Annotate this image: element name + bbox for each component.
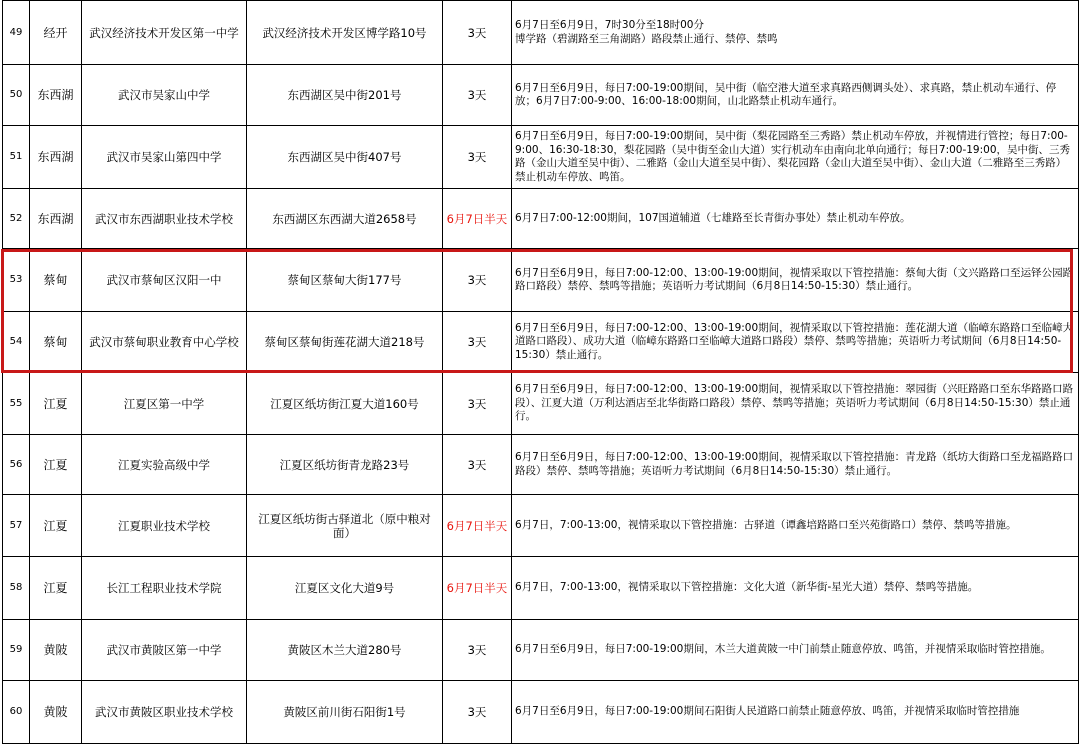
row-number: 57 xyxy=(3,495,30,557)
school-name-cell: 江夏职业技术学校 xyxy=(82,495,247,557)
row-number: 60 xyxy=(3,681,30,744)
table-row xyxy=(3,249,1079,312)
district-cell: 江夏 xyxy=(30,557,82,620)
address-cell: 蔡甸区蔡甸街莲花湖大道218号 xyxy=(247,312,443,373)
table-row xyxy=(3,495,1079,557)
row-number: 50 xyxy=(3,65,30,126)
exam-traffic-control-table xyxy=(2,0,1079,744)
address-cell: 江夏区纸坊街江夏大道160号 xyxy=(247,373,443,435)
row-number: 54 xyxy=(3,312,30,373)
school-name-cell: 武汉市吴家山中学 xyxy=(82,65,247,126)
address-cell: 东西湖区吴中街201号 xyxy=(247,65,443,126)
address-cell: 蔡甸区蔡甸大街177号 xyxy=(247,249,443,312)
school-name-cell: 武汉市黄陂区职业技术学校 xyxy=(82,681,247,744)
address-cell: 江夏区纸坊街古驿道北（原中粮对面） xyxy=(247,495,443,557)
school-name-cell: 江夏实验高级中学 xyxy=(82,435,247,495)
district-cell: 经开 xyxy=(30,1,82,65)
district-cell: 蔡甸 xyxy=(30,312,82,373)
duration-cell: 6月7日半天 xyxy=(443,495,512,557)
control-measures-cell: 6月7日至6月9日，每日7:00-12:00、13:00-19:00期间，视情采取以下管控措施：蔡甸大街（文兴路路口至运铎公园路路口路段）禁停、禁鸣等措施；英语听力考试期间（6月8日14:50-15:30）禁止通行。 xyxy=(512,249,1079,312)
school-name-cell: 长江工程职业技术学院 xyxy=(82,557,247,620)
address-cell: 武汉经济技术开发区博学路10号 xyxy=(247,1,443,65)
address-cell: 东西湖区吴中街407号 xyxy=(247,126,443,189)
school-name-cell: 武汉市吴家山第四中学 xyxy=(82,126,247,189)
school-name-cell: 武汉市蔡甸区汉阳一中 xyxy=(82,249,247,312)
row-number: 56 xyxy=(3,435,30,495)
control-measures-cell: 6月7日，7:00-13:00，视情采取以下管控措施：文化大道（新华街-星光大道）禁停、禁鸣等措施。 xyxy=(512,557,1079,620)
address-cell: 黄陂区前川街石阳街1号 xyxy=(247,681,443,744)
control-measures-cell: 6月7日至6月9日，7时30分至18时00分 博学路（碧湖路至三角湖路）路段禁止通行、禁停、禁鸣 xyxy=(512,1,1079,65)
control-measures-cell: 6月7日至6月9日，每日7:00-19:00期间石阳街人民道路口前禁止随意停放、鸣笛，并视情采取临时管控措施 xyxy=(512,681,1079,744)
address-cell: 东西湖区东西湖大道2658号 xyxy=(247,189,443,249)
duration-cell: 3天 xyxy=(443,373,512,435)
table-row xyxy=(3,312,1079,373)
district-cell: 黄陂 xyxy=(30,620,82,681)
control-measures-cell: 6月7日至6月9日，每日7:00-12:00、13:00-19:00期间，视情采取以下管控措施：青龙路（纸坊大街路口至龙福路路口路段）禁停、禁鸣等措施；英语听力考试期间（6月8日14:50-15:30）禁止通行。 xyxy=(512,435,1079,495)
control-measures-cell: 6月7日至6月9日，每日7:00-12:00、13:00-19:00期间，视情采取以下管控措施：莲花湖大道（临嶂东路路口至临嶂大道路口路段）、成功大道（临嶂东路路口至临嶂大道路口路段）禁停、禁鸣等措施；英语听力考试期间（6月8日14:50-15:30）禁止通行。 xyxy=(512,312,1079,373)
table-row xyxy=(3,189,1079,249)
duration-cell: 3天 xyxy=(443,1,512,65)
table-row xyxy=(3,373,1079,435)
school-name-cell: 武汉市东西湖职业技术学校 xyxy=(82,189,247,249)
duration-cell: 3天 xyxy=(443,681,512,744)
district-cell: 黄陂 xyxy=(30,681,82,744)
duration-cell: 3天 xyxy=(443,65,512,126)
duration-cell: 3天 xyxy=(443,126,512,189)
row-number: 55 xyxy=(3,373,30,435)
table-row xyxy=(3,681,1079,744)
school-name-cell: 武汉市蔡甸职业教育中心学校 xyxy=(82,312,247,373)
district-cell: 江夏 xyxy=(30,495,82,557)
district-cell: 东西湖 xyxy=(30,65,82,126)
control-measures-cell: 6月7日至6月9日，每日7:00-19:00期间，吴中街（梨花园路至三秀路）禁止机动车停放，并视情进行管控；每日7:00-9:00、16:30-18:30，梨花园路（吴中街至金山大道）实行机动车由南向北单向通行；每日7:00-19:00，吴中街、三秀路（金山大道至吴中街）、二雅路（金山大道至吴中街）、梨花园路（金山大道至吴中街）、金山大道（二雅路至三秀路）禁止机动车停放、鸣笛。 xyxy=(512,126,1079,189)
duration-cell: 3天 xyxy=(443,435,512,495)
district-cell: 东西湖 xyxy=(30,126,82,189)
table-row xyxy=(3,65,1079,126)
address-cell: 黄陂区木兰大道280号 xyxy=(247,620,443,681)
duration-cell: 6月7日半天 xyxy=(443,557,512,620)
school-name-cell: 江夏区第一中学 xyxy=(82,373,247,435)
row-number: 59 xyxy=(3,620,30,681)
school-name-cell: 武汉经济技术开发区第一中学 xyxy=(82,1,247,65)
duration-cell: 6月7日半天 xyxy=(443,189,512,249)
row-number: 51 xyxy=(3,126,30,189)
control-measures-cell: 6月7日至6月9日，每日7:00-19:00期间，木兰大道黄陂一中门前禁止随意停放、鸣笛，并视情采取临时管控措施。 xyxy=(512,620,1079,681)
school-name-cell: 武汉市黄陂区第一中学 xyxy=(82,620,247,681)
row-number: 52 xyxy=(3,189,30,249)
table-row xyxy=(3,126,1079,189)
row-number: 58 xyxy=(3,557,30,620)
table-row xyxy=(3,620,1079,681)
row-number: 49 xyxy=(3,1,30,65)
district-cell: 江夏 xyxy=(30,435,82,495)
address-cell: 江夏区纸坊街青龙路23号 xyxy=(247,435,443,495)
table-row xyxy=(3,435,1079,495)
table-row xyxy=(3,1,1079,65)
control-measures-cell: 6月7日至6月9日，每日7:00-12:00、13:00-19:00期间，视情采取以下管控措施：翠园街（兴旺路路口至东华路路口路段）、江夏大道（万利达酒店至北华街路口路段）禁停、禁鸣等措施；英语听力考试期间（6月8日14:50-15:30）禁止通行。 xyxy=(512,373,1079,435)
district-cell: 东西湖 xyxy=(30,189,82,249)
control-measures-cell: 6月7日至6月9日，每日7:00-19:00期间，吴中街（临空港大道至求真路西侧调头处）、求真路，禁止机动车通行、停放；6月7日7:00-9:00、16:00-18:00期间，山北路禁止机动车通行。 xyxy=(512,65,1079,126)
table-row xyxy=(3,557,1079,620)
duration-cell: 3天 xyxy=(443,249,512,312)
district-cell: 蔡甸 xyxy=(30,249,82,312)
row-number: 53 xyxy=(3,249,30,312)
address-cell: 江夏区文化大道9号 xyxy=(247,557,443,620)
district-cell: 江夏 xyxy=(30,373,82,435)
control-measures-cell: 6月7日7:00-12:00期间，107国道辅道（七雄路至长青街办事处）禁止机动车停放。 xyxy=(512,189,1079,249)
duration-cell: 3天 xyxy=(443,620,512,681)
duration-cell: 3天 xyxy=(443,312,512,373)
control-measures-cell: 6月7日，7:00-13:00，视情采取以下管控措施：古驿道（谭鑫培路路口至兴苑街路口）禁停、禁鸣等措施。 xyxy=(512,495,1079,557)
